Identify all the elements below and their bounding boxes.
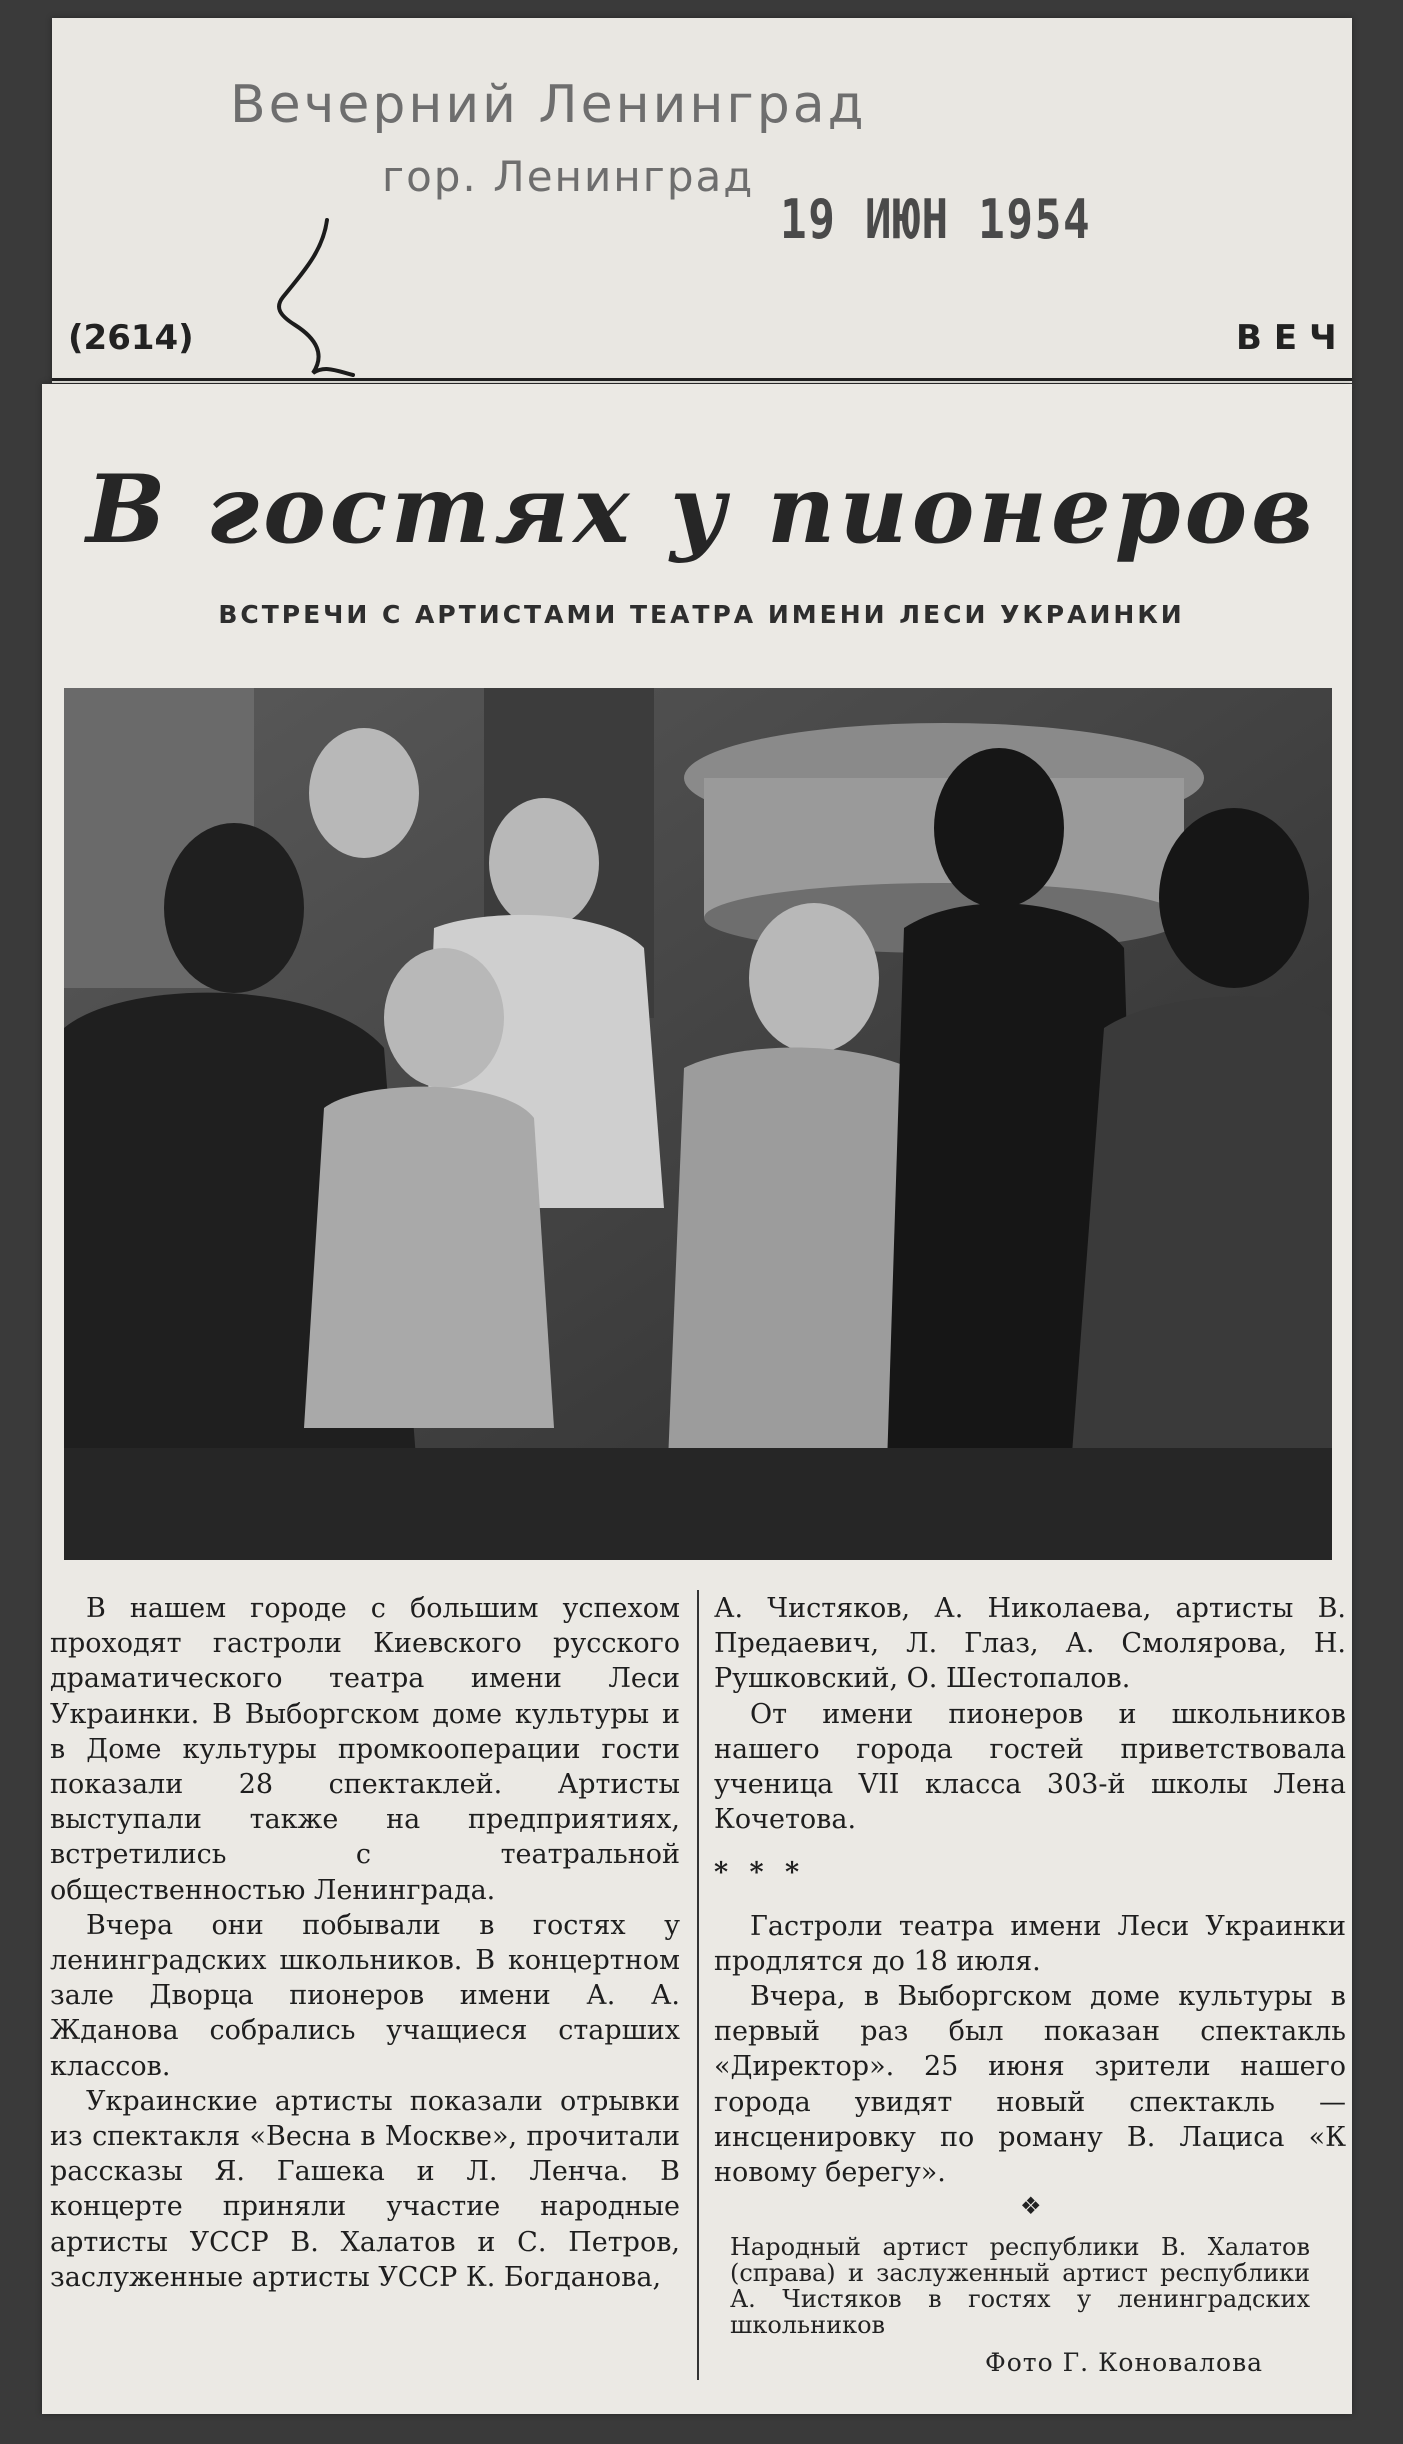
- paragraph: Вчера они побывали в гостях у ленинградских школьников. В концертном зале Дворца пионеров имени А. А. Жданова собрались учащиеся старших классов.: [50, 1909, 680, 2082]
- article-left-column: [50, 1591, 680, 2295]
- paragraph: А. Чистяков, А. Николаева, артисты В. Предаевич, Л. Глаз, А. Смолярова, Н. Рушковский, О. Шестопалов.: [714, 1593, 1346, 1695]
- paragraph: От имени пионеров и школьников нашего города гостей приветствовала ученица VII класса 303-й школы Лена Кочетова.: [714, 1698, 1346, 1836]
- photo-caption: Народный артист республики В. Халатов (справа) и заслуженный артист республики А. Чистяков в гостях у ленинградских школьников: [730, 2233, 1310, 2339]
- paragraph: Вчера, в Выборгском доме культуры в первый раз был показан спектакль «Директор». 25 июня зрители нашего города увидят новый спектакль — инсценировку по роману В. Лациса «К новому берегу».: [714, 1981, 1346, 2189]
- header-rule: [52, 378, 1352, 381]
- ornament-icon: ❖: [1020, 2192, 1042, 2220]
- paragraph: Гастроли театра имени Леси Украинки продлятся до 18 июля.: [714, 1910, 1346, 1977]
- handwritten-mark: [265, 215, 365, 385]
- photo-credit: Фото Г. Коновалова: [985, 2348, 1264, 2377]
- article-headline: В гостях у пионеров: [86, 455, 1317, 565]
- paragraph: В нашем городе с большим успехом проходят гастроли Киевского русского драматического театра имени Леси Украинки. В Выборгском доме культуры и в Доме культуры промкооперации гости показали 28 спектаклей. Артисты выступали также на предприятиях, встретились с театральной общественностью Ленинграда.: [50, 1593, 680, 1906]
- date-stamp: 19 ИЮН 1954: [780, 188, 1092, 251]
- running-title: ВЕЧ: [1236, 318, 1349, 358]
- issue-number: (2614): [68, 318, 194, 358]
- column-divider: [697, 1590, 699, 2380]
- paragraph: Украинские артисты показали отрывки из спектакля «Весна в Москве», прочитали рассказы Я. Гашека и Л. Ленча. В концерте приняли участие народные артисты УССР В. Халатов и С. Петров, заслуженные артисты УССР К. Богданова,: [50, 2085, 680, 2293]
- section-separator: * * *: [714, 1857, 806, 1889]
- article-subheadline: ВСТРЕЧИ С АРТИСТАМИ ТЕАТРА ИМЕНИ ЛЕСИ УКРАИНКИ: [218, 600, 1185, 629]
- article-photo: [64, 688, 1332, 1560]
- newspaper-name-stamp: Вечерний Ленинград: [230, 75, 867, 135]
- article-right-column: [714, 1591, 1346, 2190]
- city-stamp: гор. Ленинград: [382, 152, 755, 201]
